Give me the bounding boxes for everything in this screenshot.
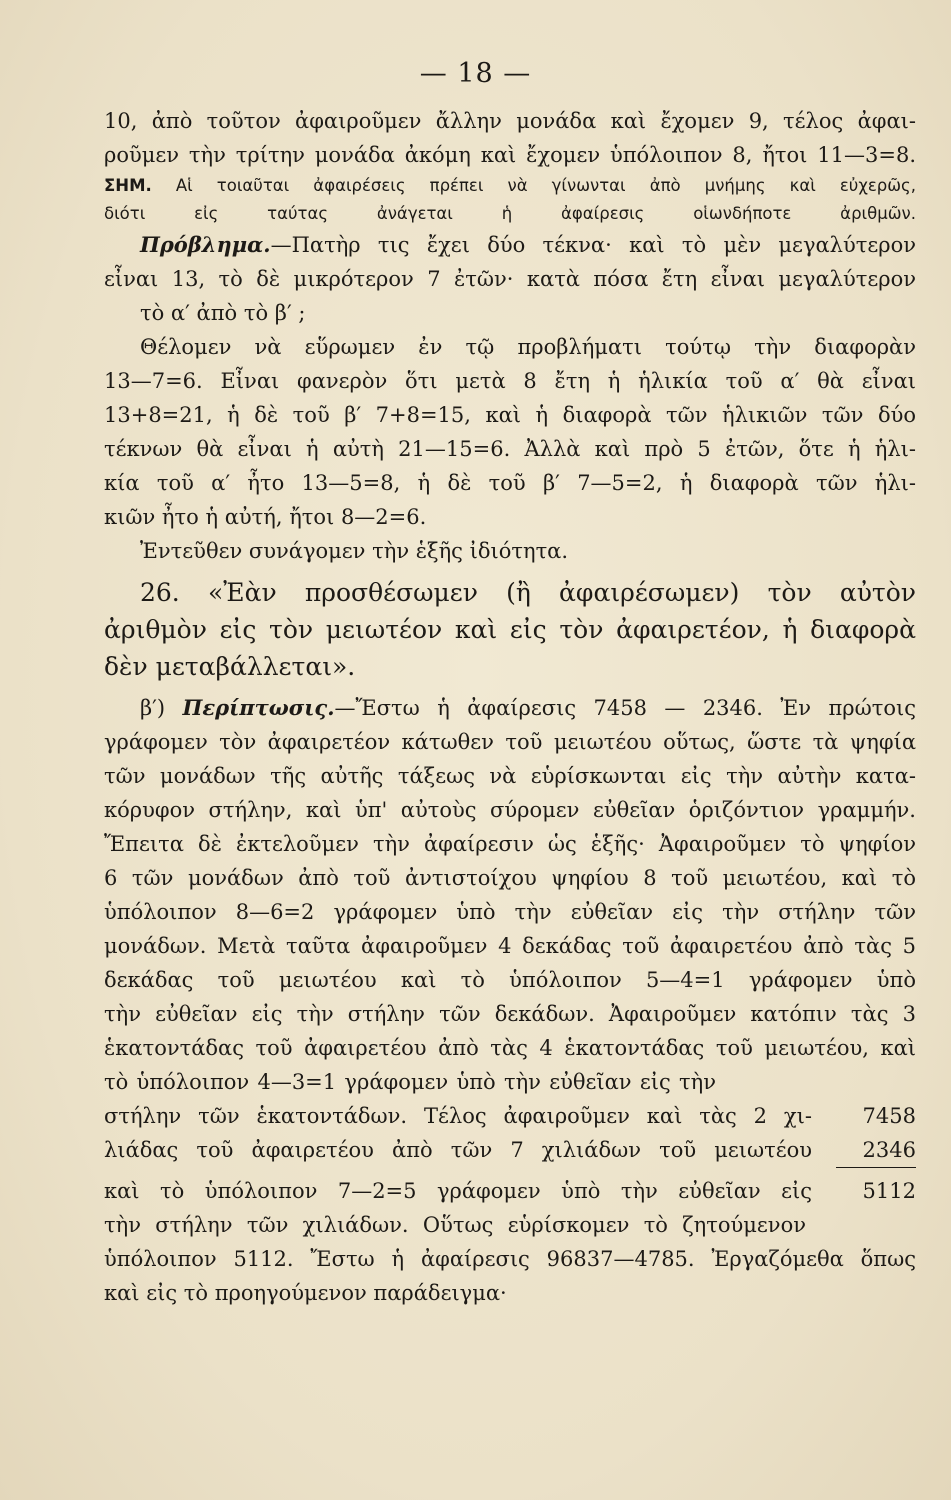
body-line: δεκάδας τοῦ μειωτέου καὶ τὸ ὑπόλοιπον 5—4=1 γράφομεν ὑπὸ [104, 968, 916, 992]
subtrahend: 2346 [836, 1133, 916, 1168]
body-line: τῶν μονάδων τῆς αὐτῆς τάξεως νὰ εὑρίσκωνται εἰς τὴν αὐτὴν κατα- [104, 764, 916, 788]
note-label: ΣΗΜ. [104, 176, 152, 195]
body-line: στήλην τῶν ἑκατοντάδων. Τέλος ἀφαιροῦμεν καὶ τὰς 2 χι- [104, 1104, 812, 1128]
problem-line: τὸ α′ ἀπὸ τὸ β′ ; [140, 301, 306, 325]
solution-line: Θέλομεν νὰ εὕρωμεν ἐν τῷ προβλήματι τούτῳ τὴν διαφορὰν [140, 335, 916, 359]
case-text: —Ἔστω ἡ ἀφαίρεσις 7458 — 2346. Ἐν πρώτοις [334, 696, 917, 720]
rule-line: 26. «Ἐὰν προσθέσωμεν (ἢ ἀφαιρέσωμεν) τὸν αὐτὸν [140, 578, 916, 607]
page-number: — 18 — [419, 58, 532, 89]
case-label: Περίπτωσις. [182, 695, 335, 720]
problem-text: —Πατὴρ τις ἔχει δύο τέκνα· καὶ τὸ μὲν μεγαλύτερον [270, 233, 916, 257]
body-line: τὸ ὑπόλοιπον 4—3=1 γράφομεν ὑπὸ τὴν εὐθεῖαν εἰς τὴν [104, 1070, 716, 1094]
difference: 5112 [862, 1179, 916, 1203]
solution-line: 13+8=21, ἡ δὲ τοῦ β′ 7+8=15, καὶ ἡ διαφορὰ τῶν ἡλικιῶν τῶν δύο [104, 403, 916, 427]
body-line: τὴν εὐθεῖαν εἰς τὴν στήλην τῶν δεκάδων. Ἀφαιροῦμεν κατόπιν τὰς 3 [104, 1002, 916, 1026]
closing-line: ὑπόλοιπον 5112. Ἔστω ἡ ἀφαίρεσις 96837—4785. Ἐργαζόμεθα ὅπως [104, 1247, 916, 1271]
case-line [104, 691, 916, 725]
body-line: μονάδων. Μετὰ ταῦτα ἀφαιροῦμεν 4 δεκάδας τοῦ ἀφαιρετέου ἀπὸ τὰς 5 [104, 934, 916, 958]
closing-line: καὶ εἰς τὸ προηγούμενον παράδειγμα· [104, 1281, 507, 1305]
note-line: διότι εἰς ταύτας ἀνάγεται ἡ ἀφαίρεσις οἱωνδήποτε ἀριθμῶν. [104, 204, 916, 223]
problem-line: εἶναι 13, τὸ δὲ μικρότερον 7 ἐτῶν· κατὰ πόσα ἔτη εἶναι μεγαλύτερον [104, 267, 916, 291]
problem-label: Πρόβλημα. [140, 232, 271, 257]
closing-line: τὴν στήλην τῶν χιλιάδων. Οὕτως εὑρίσκομεν τὸ ζητούμενον [104, 1213, 806, 1237]
body-line: καὶ τὸ ὑπόλοιπον 7—2=5 γράφομεν ὑπὸ τὴν εὐθεῖαν εἰς [104, 1179, 812, 1203]
body-line: γράφομεν τὸν ἀφαιρετέον κάτωθεν τοῦ μειωτέου οὕτως, ὥστε τὰ ψηφία [104, 730, 916, 754]
solution-line: 13—7=6. Εἶναι φανερὸν ὅτι μετὰ 8 ἔτη ἡ ἡλικία τοῦ α′ θὰ εἶναι [104, 369, 916, 393]
subtraction-row [104, 1099, 916, 1133]
subtraction-row [104, 1174, 916, 1208]
body-line: κόρυφον στήλην, καὶ ὑπ' αὐτοὺς σύρομεν εὐθεῖαν ὁριζόντιον γραμμήν. [104, 798, 916, 822]
body-line: ὑπόλοιπον 8—6=2 γράφομεν ὑπὸ τὴν εὐθεῖαν εἰς τὴν στήλην τῶν [104, 900, 916, 924]
solution-line: τέκνων θὰ εἶναι ἡ αὐτὴ 21—15=6. Ἀλλὰ καὶ πρὸ 5 ἐτῶν, ὅτε ἡ ἡλι- [104, 437, 916, 461]
case-prefix: β′) [140, 696, 183, 720]
text-line: ροῦμεν τὴν τρίτην μονάδα ἀκόμη καὶ ἔχομεν ὑπόλοιπον 8, ἤτοι 11—3=8. [104, 143, 916, 167]
body-line: 6 τῶν μονάδων ἀπὸ τοῦ ἀντιστοίχου ψηφίου 8 τοῦ μειωτέου, καὶ τὸ [104, 866, 916, 890]
subtraction-row [104, 1133, 916, 1168]
body-line: λιάδας τοῦ ἀφαιρετέου ἀπὸ τῶν 7 χιλιάδων τοῦ μειωτέου [104, 1138, 812, 1162]
body-line: ἑκατοντάδας τοῦ ἀφαιρετέου ἀπὸ τὰς 4 ἑκατοντάδας τοῦ μειωτέου, καὶ [104, 1036, 916, 1060]
rule-line: δὲν μεταβάλλεται». [104, 652, 356, 681]
rule-line: ἀριθμὸν εἰς τὸν μειωτέον καὶ εἰς τὸν ἀφαιρετέον, ἡ διαφορὰ [104, 615, 916, 644]
minuend: 7458 [862, 1104, 916, 1128]
note-line [104, 172, 916, 200]
solution-line: κιῶν ἦτο ἡ αὐτή, ἤτοι 8—2=6. [104, 505, 427, 529]
property-intro: Ἐντεῦθεν συνάγομεν τὴν ἑξῆς ἰδιότητα. [140, 539, 569, 563]
solution-line: κία τοῦ α′ ἦτο 13—5=8, ἡ δὲ τοῦ β′ 7—5=2, ἡ διαφορὰ τῶν ἡλι- [104, 471, 916, 495]
problem-line [104, 228, 916, 262]
page-content [104, 104, 916, 1310]
note-text: Αἱ τοιαῦται ἀφαιρέσεις πρέπει νὰ γίνωνται ἀπὸ μνήμης καὶ εὐχερῶς, [175, 176, 916, 195]
text-line: 10, ἀπὸ τοῦτον ἀφαιροῦμεν ἄλλην μονάδα καὶ ἔχομεν 9, τέλος ἀφαι- [104, 109, 916, 133]
body-line: Ἔπειτα δὲ ἐκτελοῦμεν τὴν ἀφαίρεσιν ὡς ἑξῆς· Ἀφαιροῦμεν τὸ ψηφίον [104, 832, 916, 856]
